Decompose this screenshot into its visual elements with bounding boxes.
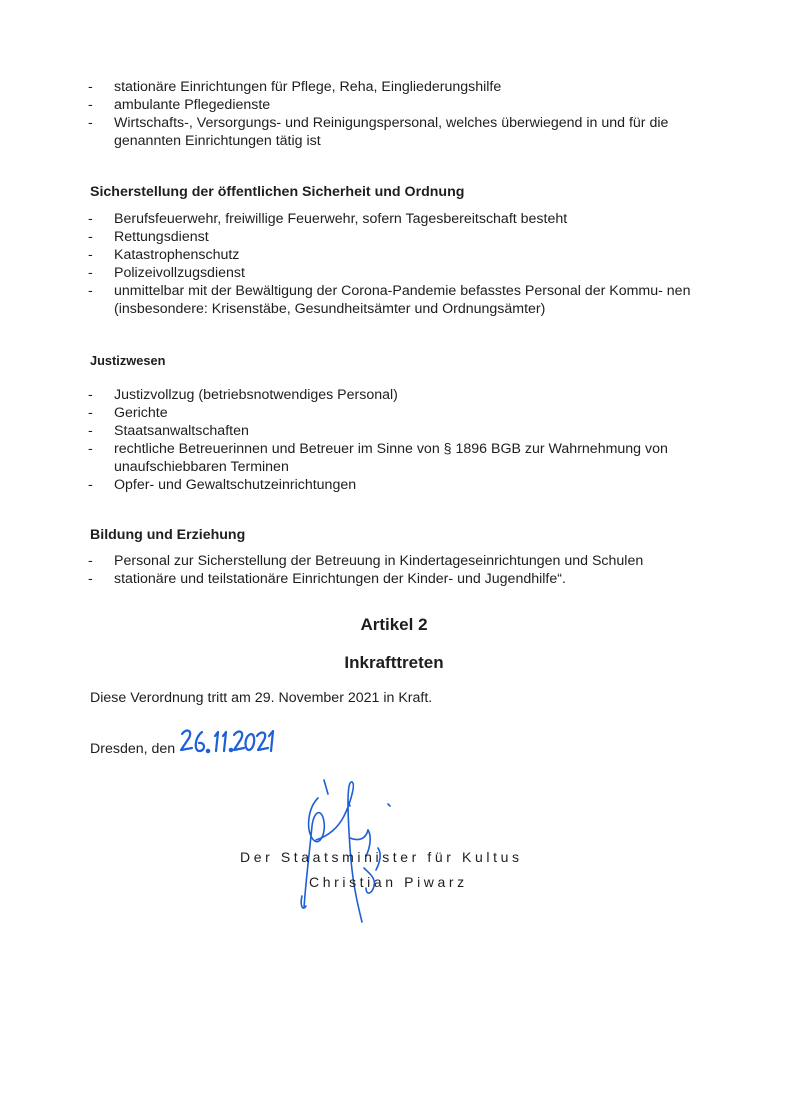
security-list — [88, 210, 698, 318]
list-item: - Polizeivollzugsdienst — [88, 265, 245, 281]
list-item: - Justizvollzug (betriebsnotwendiges Personal) — [88, 387, 398, 403]
section-heading-security: Sicherstellung der öffentlichen Sicherheit und Ordnung — [90, 184, 465, 200]
handwritten-date-ink — [178, 726, 278, 762]
article-subtitle: Inkrafttreten — [344, 653, 444, 672]
list-item: - Wirtschafts-, Versorgungs- und Reinigungspersonal, welches überwiegend in und für die genannten Einrichtungen tätig ist — [88, 115, 669, 149]
list-item: - Opfer- und Gewaltschutzeinrichtungen — [88, 477, 357, 493]
education-list — [88, 552, 698, 588]
list-item: - Gerichte — [88, 405, 168, 421]
article-text: Diese Verordnung tritt am 29. November 2021 in Kraft. — [90, 690, 433, 706]
list-item: - stationäre Einrichtungen für Pflege, Reha, Eingliederungshilfe — [88, 79, 502, 95]
list-item: - Berufsfeuerwehr, freiwillige Feuerwehr, sofern Tagesbereitschaft besteht — [88, 211, 568, 227]
justice-list — [88, 386, 698, 494]
list-item: - rechtliche Betreuerinnen und Betreuer im Sinne von § 1896 BGB zur Wahrnehmung von unaufschiebbaren Terminen — [88, 441, 668, 475]
list-item: - Staatsanwaltschaften — [88, 423, 249, 439]
list-item: - unmittelbar mit der Bewältigung der Corona-Pandemie befasstes Personal der Kommu- nen (insbesondere: Krisenstäbe, Gesundheitsämter und Ordnungsämter) — [88, 283, 691, 317]
signatory-role: Der Staatsminister für Kultus — [240, 849, 523, 865]
place-date-label: Dresden, den — [90, 741, 176, 757]
article-title: Artikel 2 — [360, 615, 428, 634]
list-item: - Personal zur Sicherstellung der Betreuung in Kindertageseinrichtungen und Schulen — [88, 553, 644, 569]
list-item: - ambulante Pflegedienste — [88, 97, 271, 113]
list-item: - Katastrophenschutz — [88, 247, 240, 263]
section-heading-justice: Justizwesen — [90, 353, 166, 368]
section-heading-education: Bildung und Erziehung — [90, 527, 246, 543]
signatory-name: Christian Piwarz — [309, 874, 468, 890]
list-item: - Rettungsdienst — [88, 229, 209, 245]
list-item: - stationäre und teilstationäre Einrichtungen der Kinder- und Jugendhilfe“. — [88, 571, 566, 587]
facility-list — [88, 78, 698, 150]
